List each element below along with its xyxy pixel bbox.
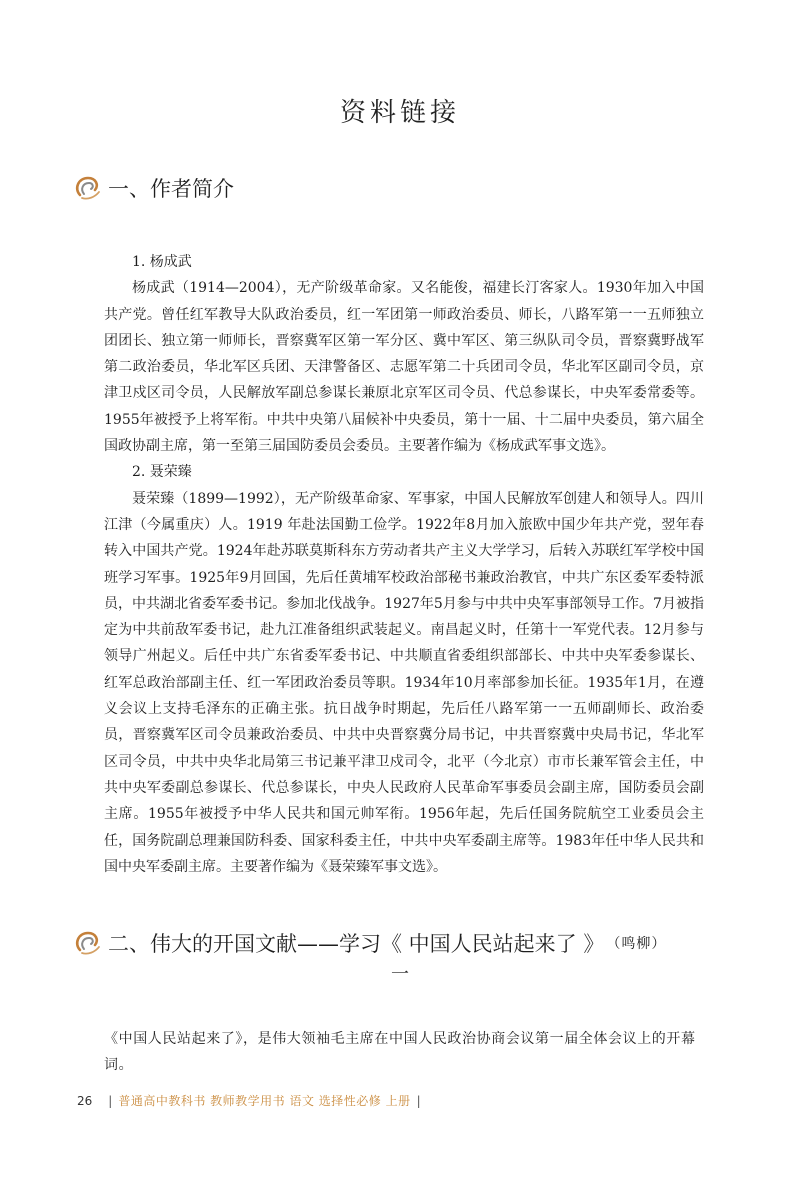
swirl-icon xyxy=(72,173,102,203)
page-number: 26 xyxy=(77,1093,93,1108)
section-heading-author-intro xyxy=(72,173,234,203)
section-heading-text: 一、作者简介 xyxy=(108,177,234,201)
lead-paragraph xyxy=(104,1026,704,1078)
section-heading-text: 二、伟大的开国文献——学习《 中国人民站起来了 》 xyxy=(108,932,605,956)
section-heading-founding-document xyxy=(72,928,666,958)
section-author: （鸣柳） xyxy=(606,936,667,952)
footer-separator: | xyxy=(108,1093,113,1108)
item-label-nie: 2. 聂荣臻 xyxy=(132,464,192,481)
swirl-icon xyxy=(72,928,102,958)
item-text-yang: 杨成武（1914—2004），无产阶级革命家。又名能俊，福建长汀客家人。1930年加入中国共产党。曾任红军教导大队政治委员，红一军团第一师政治委员、师长，八路军第一一五师独立团团长、独立第一师师长，晋察冀军区第一军分区、冀中军区、第三纵队司令员，晋察冀野战军第二政治委员，华北军区兵团、天津警备区、志愿军第二十兵团司令员，华北军区副司令员，京津卫戍区司令员，人民解放军副总参谋长兼原北京军区司令员、代总参谋长，中央军委常委等。1955年被授予上将军衔。中共中央第八届候补中央委员，第十一届、十二届中央委员，第六届全国政协副主席，第一至第三届国防委员会委员。主要著作编为《杨成武军事文选》。 xyxy=(104,280,704,455)
page-title: 资料链接 xyxy=(339,98,460,128)
book-title: 普通高中教科书 教师教学用书 语文 选择性必修 上册 xyxy=(118,1094,411,1108)
lead-text: 《中国人民站起来了》，是伟大领袖毛主席在中国人民政治协商会议第一届全体会议上的开幕词。 xyxy=(104,1031,696,1073)
item-label-yang: 1. 杨成武 xyxy=(132,254,192,270)
subsection-number: 一 xyxy=(391,964,409,985)
footer-separator: | xyxy=(416,1093,421,1108)
item-text-nie: 聂荣臻（1899—1992），无产阶级革命家、军事家，中国人民解放军创建人和领导人。四川江津（今属重庆）人。1919 年赴法国勤工俭学。1922年8月加入旅欧中国少年共产党，翌年春转入中国共产党。1924年赴苏联莫斯科东方劳动者共产主义大学学习，后转入苏联红军学校中国班学习军事。1925年9月回国，先后任黄埔军校政治部秘书兼政治教官，中共广东区委军委特派员，中共湖北省委军委书记。参加北伐战争。1927年5月参与中共中央军事部领导工作。7月被指定为中共前敌军委书记，赴九江准备组织武装起义。南昌起义时，任第十一军党代表。12月参与领导广州起义。后任中共广东省委军委书记、中共顺直省委组织部部长、中共中央军委参谋长、红军总政治部副主任、红一军团政治委员等职。1934年10月率部参加长征。1935年1月，在遵义会议上支持毛泽东的正确主张。抗日战争时期起，先后任八路军第一一五师副师长、政治委员，晋察冀军区司令员兼政治委员、中共中央晋察冀分局书记，中共晋察冀中央局书记，华北军区司令员，中共中央华北局第三书记兼平津卫戍司令，北平（今北京）市市长兼军管会主任，中共中央军委副总参谋长、代总参谋长，中央人民政府人民革命军事委员会副主席，国防委员会副主席。1955年被授予中华人民共和国元帅军衔。1956年起，先后任国务院航空工业委员会主任，国务院副总理兼国防科委、国家科委主任，中共中央军委副主席等。1983年任中华人民共和国中央军委副主席。主要著作编为《聂荣臻军事文选》。 xyxy=(104,490,704,875)
author-intro-body xyxy=(104,249,704,880)
page-footer xyxy=(77,1092,427,1109)
